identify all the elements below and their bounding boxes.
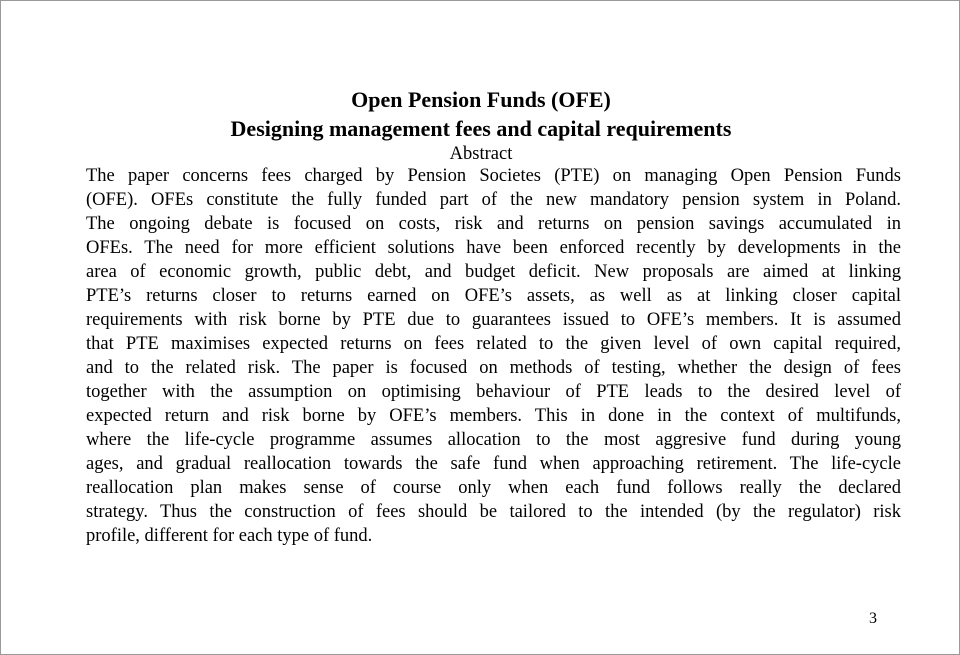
- abstract-line: The paper concerns fees charged by Pension Societes (PTE) on managing Open Pension Funds: [86, 166, 901, 186]
- abstract-line: requirements with risk borne by PTE due to guarantees issued to OFE’s members. It is assumed: [86, 310, 901, 330]
- abstract-line: PTE’s returns closer to returns earned on OFE’s assets, as well as at linking closer capital: [86, 286, 901, 306]
- abstract-line: The ongoing debate is focused on costs, risk and returns on pension savings accumulated in: [86, 214, 901, 234]
- abstract-line: expected return and risk borne by OFE’s members. This in done in the context of multifunds,: [86, 406, 901, 426]
- abstract-line: together with the assumption on optimising behaviour of PTE leads to the desired level of: [86, 382, 901, 402]
- abstract-line: ages, and gradual reallocation towards the safe fund when approaching retirement. The life-cycle: [86, 454, 901, 474]
- abstract-line: and to the related risk. The paper is focused on methods of testing, whether the design of fees: [86, 358, 901, 378]
- document-title: Open Pension Funds (OFE): [351, 87, 611, 112]
- abstract-line: (OFE). OFEs constitute the fully funded part of the new mandatory pension system in Poland.: [86, 190, 901, 210]
- page-number: 3: [869, 610, 877, 627]
- abstract-heading: Abstract: [449, 144, 513, 164]
- abstract-line: that PTE maximises expected returns on fees related to the given level of own capital required,: [86, 334, 901, 354]
- abstract-line: strategy. Thus the construction of fees should be tailored to the intended (by the regulator) risk: [86, 502, 901, 522]
- abstract-line: OFEs. The need for more efficient solutions have been enforced recently by developments in the: [86, 238, 901, 258]
- abstract-line: reallocation plan makes sense of course only when each fund follows really the declared: [86, 478, 901, 498]
- abstract-line: profile, different for each type of fund.: [86, 526, 373, 546]
- abstract-line: where the life-cycle programme assumes allocation to the most aggresive fund during young: [86, 430, 901, 450]
- document-subtitle: Designing management fees and capital requirements: [230, 116, 732, 141]
- abstract-line: area of economic growth, public debt, and budget deficit. New proposals are aimed at linking: [86, 262, 901, 282]
